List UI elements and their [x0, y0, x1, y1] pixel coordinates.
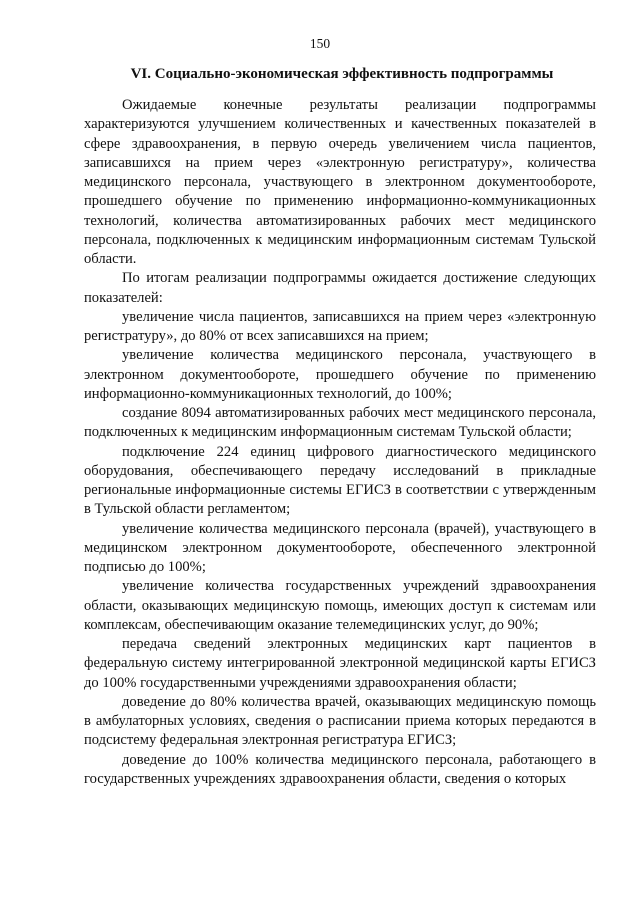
list-item: создание 8094 автоматизированных рабочих мест медицинского персонала, подключенных к медицинским информационным системам Тульской области;	[84, 405, 596, 441]
page-number: 150	[309, 36, 331, 51]
list-item: увеличение количества государственных учреждений здравоохранения области, оказывающих медицинскую помощь, имеющих доступ к системам или комплексам, обеспечивающим оказание телемедицинских услуг, до 90%;	[84, 578, 596, 633]
list-item: увеличение количества медицинского персонала (врачей), участвующего в медицинском электронном документообороте, обеспеченного электронной подписью до 100%;	[84, 520, 596, 575]
paragraph-expected-indicators: По итогам реализации подпрограммы ожидается достижение следующих показателей:	[84, 270, 596, 306]
document-body	[84, 96, 596, 789]
list-item: подключение 224 единиц цифрового диагностического медицинского оборудования, обеспечивающего передачу исследований в прикладные региональные информационные системы ЕГИСЗ в соответствии с утвержденным в Тульской области регламентом;	[84, 443, 596, 518]
paragraph-intro: Ожидаемые конечные результаты реализации подпрограммы характеризуются улучшением количественных и качественных показателей в сфере здравоохранения, в первую очередь увеличением числа пациентов, записавшихся на прием через «электронную регистратуру», количества медицинского персонала, участвующего в электронном документообороте, прошедшего обучение по применению информационно-коммуникационных технологий, количества автоматизированных рабочих мест медицинского персонала, подключенных к медицинским информационным системам Тульской области.	[84, 97, 596, 267]
list-item: доведение до 80% количества врачей, оказывающих медицинскую помощь в амбулаторных условиях, сведения о расписании приема которых передаются в подсистему федеральная электронная регистратура ЕГИСЗ;	[84, 693, 596, 749]
section-title: VI. Социально-экономическая эффективность подпрограммы	[130, 66, 554, 82]
list-item: передача сведений электронных медицинских карт пациентов в федеральную систему интегрированной электронной медицинской карты ЕГИСЗ до 100% государственными учреждениями здравоохранения области;	[84, 636, 596, 691]
list-item: доведение до 100% количества медицинского персонала, работающего в государственных учреждениях здравоохранения области, сведения о которых	[84, 751, 596, 787]
list-item: увеличение числа пациентов, записавшихся на прием через «электронную регистратуру», до 80% от всех записавшихся на прием;	[84, 308, 596, 344]
list-item: увеличение количества медицинского персонала, участвующего в электронном документообороте, прошедшего обучение по применению информационно-коммуникационных технологий, до 100%;	[84, 347, 596, 402]
